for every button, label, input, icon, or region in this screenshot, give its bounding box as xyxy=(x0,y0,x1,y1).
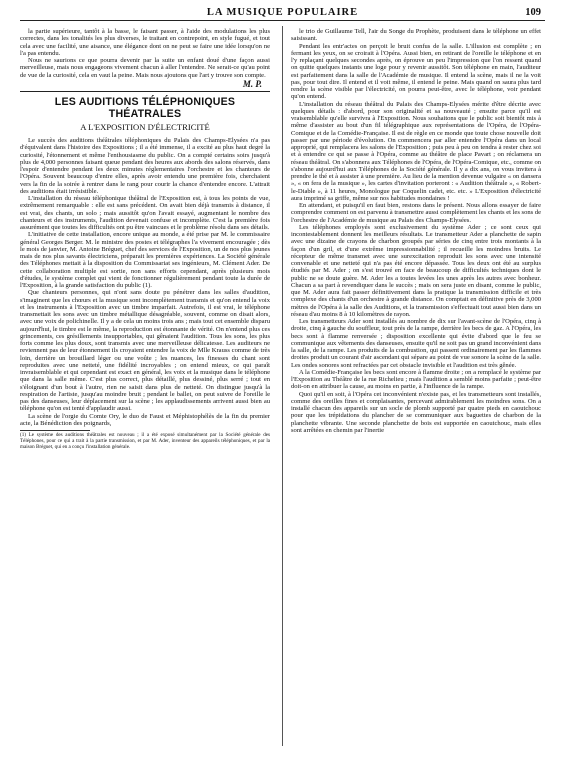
header-rule xyxy=(20,20,545,21)
article-paragraph: La scène de l'orgie du Comte Ory, le duo de Faust et Méphistophélès de la fin du premier acte, la Bénédiction des poignards, xyxy=(20,412,270,427)
article-paragraph: L'installation du réseau théâtral du Palais des Champs-Elysées mérite d'être décrite avec quelques détails : d'abord, pour son originalité et sa nouveauté ; ensuite parce qu'il est vraisemblable qu'elle survivra à l'Exposition. Nous souhaitons que le public soit bientôt mis à même d'assister au bout d'un fil télégraphique aux représentations de l'Opéra, de l'Opéra-Comique et de la Comédie-Française. Il est de règle en ce monde que toute chose nouvelle doit passer par une période d'évolution. On commencera par aller entendre l'Opéra dans un local approprié, qui remplacera les salons de l'Exposition ; puis peu à peu on tendra à rester chez soi et à entendre ce qui se passe à l'Opéra, comme au théâtre de place Pavart ; on réclamera un réseau théâtral. On s'abonnera aux Téléphones de l'Opéra, de l'Opéra-Comique, etc., comme on s'abonne aujourd'hui aux Téléphones de la Société générale. Il y a dix ans, on vous invitera à prendre le thé et à assister à une première. Au lieu de la mention devenue vulgaire « on dansera », « on fera de la musique », les cartes d'invitation porteront : « Audition théâtrale », « Robert-le-Diable », à 11 heures, Monologue par Coquelin cadet, etc. etc. » L'Exposition d'électricité aura imprimé sa griffe, même sur nos habitudes mondaines ! xyxy=(291,100,541,202)
article-paragraph: Pendant les entr'actes on perçoit le bruit confus de la salle. L'illusion est complète ; en fermant les yeux, on se croirait à l'Opéra. Aussi bien, en retirant de l'oreille le téléphone et en l'y replaçant quelques secondes après, on éprouve un peu l'impression que l'on ressent quand on quitte quelques instants une loge pour y revenir aussitôt. Son téléphone en main, l'auditeur est parfaitement dans la salle de l'Académie de musique. Il entend la scène, mais il ne la voit pas, pour tout dire. Il entend et il voit même, il entend le peine. Mais quand on saura plus tard rendre la scène visible par l'électricité, on pourra peut-être, avec le téléphone, voir pendant qu'on entend. xyxy=(291,42,541,101)
article-title: LES AUDITIONS TÉLÉPHONIQUES THÉATRALES xyxy=(54,96,236,120)
article-paragraph: Les téléphones employés sont exclusivement du système Ader ; ce sont ceux qui incontestablement donnent les meilleurs résultats. Le transmetteur Ader a planchette de sapin avec une dizaine de crayons de charbon groupés par séries de cinq entre trois montants à la façon d'un gril, et d'une extrême impressionnabilité ; il recueille les moindres bruits. Le récepteur de même transmet avec une surexcitation reproduit les sons avec une intensité convenable et une netteté qui n'a pas été encore dépassée. Tous les deux ont été au surplus étudiés par M. Ader ; on s'est trouvé en face de beaucoup de difficultés techniques dont le public ne se doute guère. M. Ader les a toutes levées les unes après les autres avec bonheur. Chacun a sa part à revendiquer dans le succès ; mais on sera juste en disant, comme le public, que M. Ader aura fait passer définitivement dans la pratique la transmission difficile et très complexe des chants d'un orchestre à grande distance. On comptait en définitive près de 3,000 mètres de l'Opéra à la salle des Auditions, et la transmission s'effectuait tout aussi bien dans un réseau d'au moins 8 à 10 kilomètres de rayon. xyxy=(291,223,541,318)
article-paragraph: L'initiative de cette installation, encore unique au monde, a été prise par M. le commissaire général Georges Berger. M. le ministre des postes et télégraphes l'a vivement encouragée ; dès le mois de janvier, M. Antoine Bréguet, chef des services de l'Exposition, un de nos plus jeunes mais de nos plus savants électriciens, préparait les premières expériences. La Société générale des Téléphones mettait à la disposition du Commissariat ses ingénieurs, M. Clément Ader. De cette collaboration multiple est sortie, non sans efforts cependant, après plusieurs mois d'études, le système complet qui vient de fonctionner régulièrement pendant toute la durée de l'Exposition, à la grande satisfaction du public (1). xyxy=(20,231,270,289)
footnote: (1) Le système des auditions théâtrales est nouveau ; il a été exposé simultanément par la Société générale des Téléphones, pour ce qui a trait à la partie transmission, et par M. Ader, inventeur des appareils téléphoniques, et par la maison Bréguet, qui en a conçu l'installation générale. xyxy=(20,432,270,450)
right-column xyxy=(291,28,541,752)
page-number: 109 xyxy=(525,7,541,18)
article-paragraph: Quoi qu'il en soit, à l'Opéra cet inconvénient n'existe pas, et les transmetteurs sont installés, comme des oreilles fines et complaisantes, percevant admirablement les moindres sons. On a installé chacun des appareils sur un socle de plomb supporté par quatre pieds en caoutchouc pour que les trépidations du plancher de se communiquer aux baguettes de charbon de la planchette vibrante. Une seconde planchette de bois est supportée en caoutchouc, mais elles sont arrêtées en chemin par l'inertie xyxy=(291,390,541,434)
article-subtitle: A L'EXPOSITION D'ÉLECTRICITÉ xyxy=(80,122,210,132)
article-paragraph: le trio de Guillaume Tell, l'air du Songe du Prophète, produisent dans le téléphone un effet saisissant. xyxy=(291,28,541,43)
article-paragraph: L'installation du réseau téléphonique théâtral de l'Exposition est, à tous les points de vue, extrêmement remarquable : elle est sans précédent. On avait bien déjà transmis à distance, il est vrai, des chants, un solo ; mais aussitôt qu'on l'avait essayé, augmentant le nombre des chanteurs et des instruments, l'audition devenait confuse et incomplète. C'est la première fois assurément que toutes les difficultés ont pu être vaincues et le problème résolu dans ses détails. xyxy=(20,195,270,231)
footnote-rule xyxy=(20,430,90,431)
article-paragraph: En attendant, et puisqu'il en faut bien, restons dans le présent. Nous allons essayer de faire comprendre comment on est parvenu à transmettre aussi complètement les chants et les sons de l'orchestre de l'Académie de musique au Palais des Champs-Elysées. xyxy=(291,202,541,224)
article-paragraph: Le succès des auditions théâtrales téléphoniques du Palais des Champs-Elysées n'a pas d'équivalent dans l'histoire des Expositions ; il a été immense, il a excité au plus haut degré la curiosité, l'étonnement et même l'enthousiasme du public. On a compté certains soirs jusqu'à plus de 4,000 personnes faisant queue pendant des heures aux abords des salons réservés, dans l'espoir d'entendre pendant les deux minutes réglementaires l'orchestre et les chanteurs de l'Opéra. Souvent beaucoup d'entre elles, après avoir entendu une première fois, cherchaient vers la fin de la soirée à rentrer dans le rang pour courir la chance d'entendre encore. L'attrait des auditions était irrésistible. xyxy=(20,137,270,195)
running-header xyxy=(20,7,545,21)
article-paragraph: Les transmetteurs Ader sont installés au nombre de dix sur l'avant-scène de l'Opéra, cinq à droite, cinq à gauche du souffleur, tout près de la rampe, derrière les becs de gaz. A l'Opéra, les becs sont à flamme renversée ; disposition excellente qui évite d'abord que le feu se communique aux vêtements des danseuses, ensuite qu'il ne soit pas un grand inconvénient dans la salle, de la rampe. Les produits de la combustion, qui passent ordinairement par les flammes droites produit un courant d'air ascendant qui sépare au point de vue sonore la scène de la salle. Les ondes sonores sont refractées par cet obstacle invisible et l'audition est très gênée. xyxy=(291,318,541,369)
left-column xyxy=(20,28,270,752)
intro-paragraph: la partie supérieure, tantôt à la basse, le faisant passer, à l'aide des modulations les plus correctes, dans les tonalités les plus diverses, le traitant en contrepoint, en style fugué, et tout cela avec une facilité, une aisance, une élégance dont on ne peut se faire une idée lorsqu'on ne l'a pas entendu. xyxy=(20,28,270,57)
article-paragraph: A la Comédie-Française les becs sont encore à flamme droite ; on a remplacé le système par l'Exposition au Théâtre de la rue Richelieu ; mais l'audition a semblé moins parfaite ; peut-être doit-on en attribuer la cause, au moins en partie, à l'influence de la rampe. xyxy=(291,368,541,391)
section-separator xyxy=(20,91,270,92)
intro-paragraph: Nous ne saurions ce que pourra devenir par la suite un enfant doué d'une façon aussi merveilleuse, mais nous engageons vivement chacun à aller l'entendre. Ne serait-ce qu'au point de vue de la curiosité, cela en vaut la peine. Mais nous ajoutons que l'art y trouve son compte. xyxy=(20,57,270,79)
article-paragraph: Que chanteurs personnes, qui n'ont sans doute pu pénétrer dans les salles d'audition, s'imaginent que les chœurs et la musique sont incomplètement transmis et qu'on entend la voix et les instruments à l'Exposition avec un timbre imparfait. Autrefois, il est vrai, le téléphone transmettait les sons avec un timbre métallique désagréable, souvent, comme on disait alors, avec une voix de polichinelle. Il y a de cela un moins trois ans ; mais tout cet ensemble disparu aujourd'hui, le timbre est le même, la reproduction est étonnante de vérité. On n'entend plus ces grincements, ces grésillements insupportables, qui gênaient l'audition. Tous les sons, les plus forts comme les plus doux, sont transmis avec une merveilleuse délicatesse. Les auditeurs ne reviennent pas de leur étonnement ils croyaient entendre la voix de Mlle Krauss comme de très loin, derrière un brouillard léger ou une voûte ; les nuances, les finesses du chant sont reproduites avec une netteté, une fidélité incroyables ; on entend mieux, ce qui paraît invraisemblable et qui cependant est exact en général, les voix et la musique dans le téléphone que dans la salle même. C'est plus correct, plus détaillé, plus dessiné, plus serré ; tout en s'éloignant d'un bout à l'autre, rien ne saisit dans plus de netteté. On distingue jusqu'à la respiration de l'artiste, jusqu'au moindre bruit ; pendant le ballet, on peut suivre de l'oreille le pas des danseuses, leur déplacement sur la scène ; les applaudissements arrivent aussi bien au téléphone qu'on est tenté d'applaudir aussi. xyxy=(20,289,270,413)
journal-title: LA MUSIQUE POPULAIRE xyxy=(206,7,359,18)
page xyxy=(20,0,545,759)
column-divider xyxy=(282,26,283,746)
author-signature: M. P. xyxy=(242,78,262,89)
